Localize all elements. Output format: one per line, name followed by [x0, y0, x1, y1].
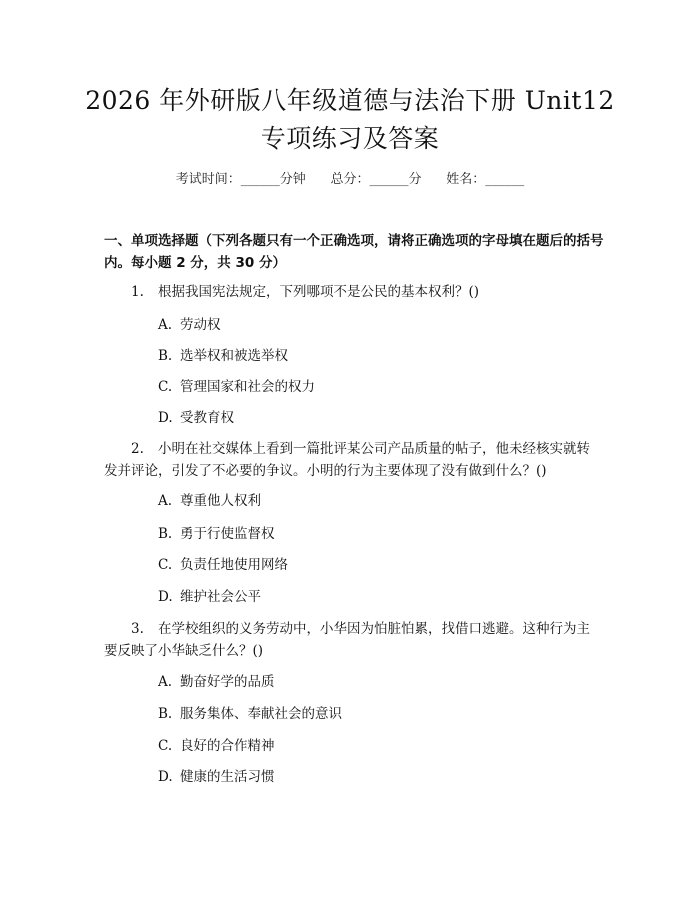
option-text: 劳动权	[180, 317, 221, 333]
question-text: 根据我国宪法规定，下列哪项不是公民的基本权利？()	[158, 284, 480, 300]
option-2a	[158, 491, 261, 511]
question-number: 2.	[131, 441, 144, 457]
option-letter: C.	[158, 379, 173, 395]
option-text: 良好的合作精神	[180, 738, 275, 754]
option-letter: D.	[158, 589, 173, 605]
option-3d	[158, 767, 275, 787]
question-number: 3.	[131, 621, 144, 637]
option-letter: A.	[158, 674, 173, 690]
option-letter: C.	[158, 557, 173, 573]
question-text: 在学校组织的义务劳动中，小华因为怕脏怕累，找借口逃避。这种行为主要反映了小华缺乏什么？()	[104, 621, 590, 659]
option-3c	[158, 736, 275, 756]
title-line-2: 专项练习及答案	[260, 124, 440, 153]
document-title	[60, 82, 640, 158]
question-1	[104, 281, 602, 303]
option-letter: B.	[158, 348, 173, 364]
option-2d	[158, 587, 261, 607]
option-letter: B.	[158, 706, 173, 722]
option-2b	[158, 524, 275, 544]
option-letter: B.	[158, 526, 173, 542]
option-3b	[158, 704, 342, 724]
option-letter: D.	[158, 410, 173, 426]
question-2	[104, 438, 602, 482]
option-text: 服务集体、奉献社会的意识	[180, 706, 342, 722]
option-letter: C.	[158, 738, 173, 754]
option-text: 勤奋好学的品质	[180, 674, 275, 690]
option-text: 选举权和被选举权	[180, 348, 288, 364]
question-3	[104, 618, 602, 662]
option-1c	[158, 377, 315, 397]
question-text: 小明在社交媒体上看到一篇批评某公司产品质量的帖子，他未经核实就转发并评论，引发了不必要的争议。小明的行为主要体现了没有做到什么？()	[104, 441, 590, 479]
option-1b	[158, 346, 288, 366]
option-1d	[158, 408, 234, 428]
section-heading: 一、单项选择题（下列各题只有一个正确选项，请将正确选项的字母填在题后的括号内。每小题 2 分，共 30 分）	[104, 233, 604, 271]
option-letter: A.	[158, 317, 173, 333]
title-line-1: 2026 年外研版八年级道德与法治下册 Unit12	[85, 86, 615, 115]
option-3a	[158, 672, 275, 692]
exam-info-line: 考试时间：______分钟 总分：______分 姓名：______	[175, 172, 525, 187]
option-text: 勇于行使监督权	[180, 526, 275, 542]
option-text: 受教育权	[180, 410, 234, 426]
question-number: 1.	[131, 284, 144, 300]
option-text: 尊重他人权利	[180, 493, 261, 509]
option-text: 维护社会公平	[180, 589, 261, 605]
option-text: 负责任地使用网络	[180, 557, 288, 573]
option-2c	[158, 555, 288, 575]
option-text: 健康的生活习惯	[180, 769, 275, 785]
option-text: 管理国家和社会的权力	[180, 379, 315, 395]
option-letter: D.	[158, 769, 173, 785]
option-1a	[158, 315, 221, 335]
option-letter: A.	[158, 493, 173, 509]
